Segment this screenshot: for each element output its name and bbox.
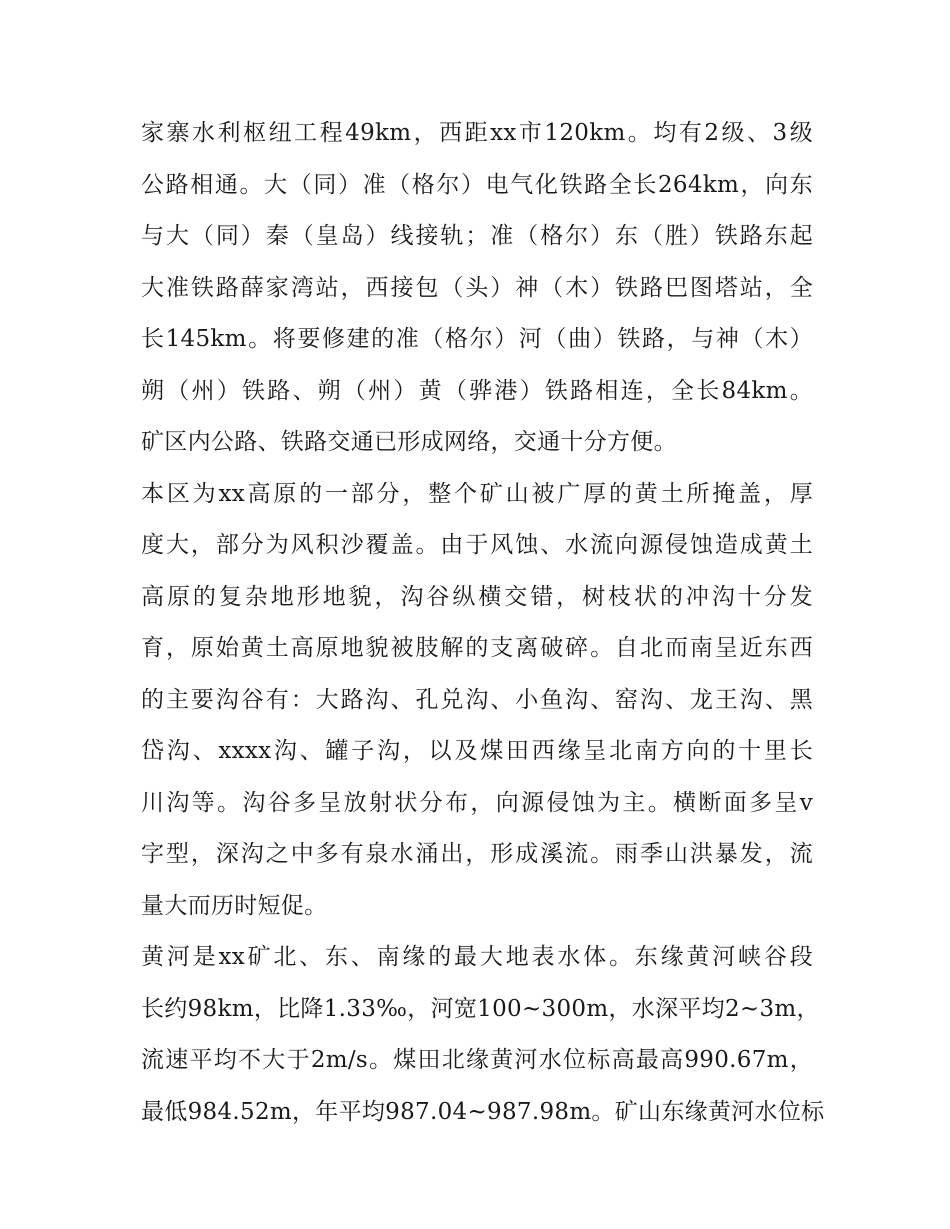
text-line: 育，原始黄土高原地貌被肢解的支离破碎。自北而南呈近东西 [141,635,813,661]
text-line: 川沟等。沟谷多呈放射状分布，向源侵蚀为主。横断面多呈v [141,789,813,816]
text-line: 长145km。将要修建的准（格尔）河（曲）铁路，与神（木） [141,326,813,352]
text-line: 朔（州）铁路、朔（州）黄（骅港）铁路相连，全长84km。 [141,377,813,404]
text-line: 最低984.52m，年平均987.04~987.98m。矿山东缘黄河水位标 [141,1098,825,1125]
text-line: 本区为xx高原的一部分，整个矿山被广厚的黄土所掩盖，厚 [141,480,813,507]
text-line: 黄河是xx矿北、东、南缘的最大地表水体。东缘黄河峡谷段 [141,944,813,970]
text-line: 岱沟、xxxx沟、罐子沟，以及煤田西缘呈北南方向的十里长 [141,738,813,764]
paragraph [141,469,813,933]
text-line: 量大而历时短促。 [141,892,328,919]
text-line: 矿区内公路、铁路交通已形成网络，交通十分方便。 [141,429,677,455]
text-line: 公路相通。大（同）准（格尔）电气化铁路全长264km，向东 [141,171,813,198]
text-line: 的主要沟谷有：大路沟、孔兑沟、小鱼沟、窑沟、龙王沟、黑 [141,686,813,713]
text-line: 字型，深沟之中多有泉水涌出，形成溪流。雨季山洪暴发，流 [141,841,813,867]
text-line: 大准铁路薛家湾站，西接包（头）神（木）铁路巴图塔站，全 [141,274,813,301]
text-line: 流速平均不大于2m/s。煤田北缘黄河水位标高最高990.67m， [141,1047,813,1073]
paragraph [141,932,825,1138]
paragraph [141,108,813,469]
document-body [141,108,825,1138]
text-line: 长约98km，比降1.33‰，河宽100~300m，水深平均2~3m， [141,995,820,1022]
text-line: 与大（同）秦（皇岛）线接轨；准（格尔）东（胜）铁路东起 [141,223,813,249]
text-line: 高原的复杂地形地貌，沟谷纵横交错，树枝状的冲沟十分发 [141,583,813,610]
text-line: 度大，部分为风积沙覆盖。由于风蚀、水流向源侵蚀造成黄土 [141,532,813,558]
text-line: 家寨水利枢纽工程49km，西距xx市120km。均有2级、3级 [141,120,813,146]
